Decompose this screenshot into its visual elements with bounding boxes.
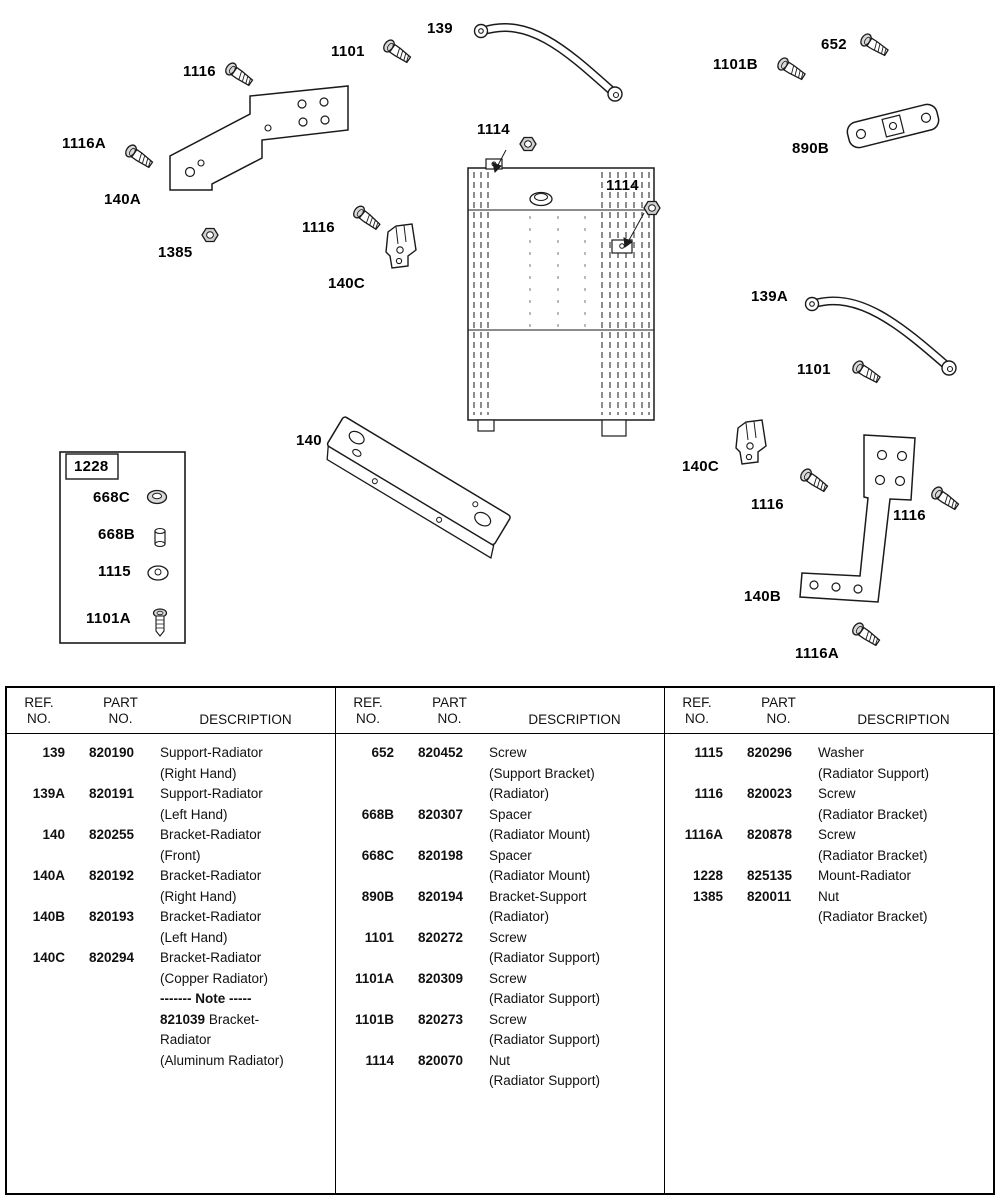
part-description (818, 887, 989, 928)
part-number: 820309 (418, 970, 464, 986)
part-ref: 1228 (692, 868, 723, 883)
column-header (665, 688, 993, 734)
part-ref: 1101B (354, 1011, 394, 1027)
part-description-line: (Radiator) (489, 909, 550, 924)
part-number: 820307 (418, 806, 464, 822)
callout-1228: 1228 (74, 458, 109, 475)
bracket-140-front (320, 416, 514, 558)
callout-140C: 140C (682, 458, 720, 475)
part-number: 820192 (89, 868, 135, 883)
part-ref: 1101 (364, 929, 394, 945)
part-description-line: Radiator (160, 1032, 212, 1047)
callout-1114: 1114 (477, 121, 510, 138)
callout-1101B: 1101B (713, 56, 758, 73)
part-description (160, 743, 331, 784)
screw-icon (859, 32, 890, 58)
part-number: 820070 (418, 1052, 464, 1068)
callout-1116: 1116 (893, 507, 926, 524)
part-description (160, 866, 331, 907)
part-description-line: (Radiator Support) (818, 765, 930, 781)
part-description (160, 825, 331, 866)
part-number: 820296 (747, 745, 793, 760)
part-entry-1116A (671, 825, 989, 866)
column-body (336, 734, 664, 1092)
part-number: 820452 (418, 745, 464, 760)
part-description-line: Screw (489, 1011, 527, 1027)
screw-icon (851, 359, 882, 385)
part-ref: 668C (361, 847, 394, 863)
part-description-line: Screw (818, 786, 856, 801)
header-part: PART NO. (761, 695, 796, 726)
part-number: 820023 (747, 786, 793, 801)
part-entry-652 (342, 743, 660, 805)
parts-table (5, 686, 995, 1195)
screw-icon (351, 204, 381, 232)
part-description-line: Bracket-Support (489, 888, 587, 904)
part-description (489, 743, 660, 805)
callout-139: 139 (427, 20, 453, 37)
part-description-line: (Radiator Support) (489, 991, 601, 1006)
nut-icon (520, 138, 536, 151)
callout-1116A: 1116A (795, 645, 840, 662)
part-ref: 1116 (694, 786, 723, 801)
part-ref: 140C (32, 950, 65, 965)
part-number: 820273 (418, 1011, 464, 1027)
part-description-line: Screw (489, 929, 527, 945)
part-number: 820878 (747, 827, 793, 842)
part-description (818, 866, 989, 887)
callout-1116: 1116 (183, 63, 216, 80)
parts-column (335, 688, 664, 1193)
callout-1114: 1114 (606, 177, 639, 194)
part-description (818, 784, 989, 825)
part-entry-1116 (671, 784, 989, 825)
part-ref: 652 (371, 745, 394, 760)
part-description (160, 784, 331, 825)
part-description-line: Spacer (489, 847, 532, 863)
part-description-line: Nut (489, 1052, 511, 1068)
callout-1116: 1116 (751, 496, 784, 513)
part-description (160, 948, 331, 1071)
part-description-line: (Aluminum Radiator) (160, 1052, 284, 1068)
radiator-illustration (468, 159, 654, 436)
callout-668B: 668B (98, 526, 136, 543)
part-description-line: (Radiator Bracket) (818, 806, 928, 822)
callout-1101: 1101 (331, 43, 365, 60)
header-description: DESCRIPTION (199, 712, 292, 727)
part-entry-139 (13, 743, 331, 784)
callout-139A: 139A (751, 288, 789, 305)
part-description-line: (Copper Radiator) (160, 970, 269, 986)
screw-icon (124, 143, 155, 170)
part-entry-1101A (342, 969, 660, 1010)
part-description-line: Support-Radiator (160, 786, 263, 801)
part-entry-140 (13, 825, 331, 866)
callout-1101A: 1101A (86, 610, 131, 627)
part-description-line: (Radiator Mount) (489, 827, 591, 842)
callout-140B: 140B (744, 588, 782, 605)
part-ref: 1116A (684, 827, 723, 842)
part-number: 820011 (747, 888, 792, 904)
part-description (489, 928, 660, 969)
callout-1385: 1385 (158, 244, 193, 261)
part-entry-1114 (342, 1051, 660, 1092)
part-ref: 140B (32, 909, 65, 924)
part-entry-1228 (671, 866, 989, 887)
part-description (489, 887, 660, 928)
part-description-line: Screw (489, 745, 527, 760)
part-entry-1115 (671, 743, 989, 784)
part-description-line: ------- Note ----- (160, 991, 252, 1006)
part-description-line: Bracket-Radiator (160, 950, 262, 965)
part-number: 820191 (89, 786, 135, 801)
callout-1116A: 1116A (62, 135, 107, 152)
part-description-line: Washer (818, 745, 865, 760)
part-entry-890B (342, 887, 660, 928)
part-description-line: Screw (818, 827, 856, 842)
part-description-line: (Front) (160, 847, 201, 863)
part-ref: 1101A (354, 970, 394, 986)
part-description-line: (Radiator Mount) (489, 868, 591, 883)
part-number: 820198 (418, 847, 464, 863)
part-description-line: 821039 Bracket- (160, 1011, 260, 1027)
part-number: 820294 (89, 950, 135, 965)
part-description-line: (Radiator Support) (489, 950, 601, 965)
header-description: DESCRIPTION (528, 712, 621, 727)
screw-icon (930, 485, 961, 512)
screw-icon (382, 38, 413, 65)
support-rod-139 (475, 25, 623, 102)
part-ref: 1114 (365, 1052, 394, 1068)
callout-668C: 668C (93, 489, 131, 506)
part-ref: 140A (32, 868, 65, 883)
washer-1115-icon (148, 566, 168, 580)
part-entry-668C (342, 846, 660, 887)
spacer-668b-icon (155, 529, 165, 547)
bracket-140a (170, 86, 348, 190)
part-entry-1101 (342, 928, 660, 969)
spacer-668c-icon (148, 491, 167, 504)
callout-890B: 890B (792, 140, 830, 157)
part-description (489, 1051, 660, 1092)
callout-1116: 1116 (302, 219, 335, 236)
column-header (7, 688, 335, 734)
part-number: 820255 (89, 827, 135, 842)
part-entry-140A (13, 866, 331, 907)
part-number: 820190 (89, 745, 135, 760)
part-number: 825135 (747, 868, 793, 883)
part-description-line: (Radiator Support) (489, 1073, 601, 1088)
part-description (818, 743, 989, 784)
screw-1101a-icon (154, 609, 167, 636)
part-description-line: (Left Hand) (160, 806, 228, 822)
header-ref: REF. NO. (682, 695, 712, 726)
callout-652: 652 (821, 36, 847, 53)
header-description: DESCRIPTION (857, 712, 950, 727)
part-description (160, 907, 331, 948)
part-description-line: (Left Hand) (160, 929, 228, 945)
nut-icon (644, 202, 660, 215)
part-description-line: Support-Radiator (160, 745, 263, 760)
part-description (489, 805, 660, 846)
part-description (489, 1010, 660, 1051)
part-ref: 668B (361, 806, 394, 822)
part-description-line: Bracket-Radiator (160, 827, 262, 842)
header-ref: REF. NO. (24, 695, 54, 726)
callout-140C: 140C (328, 275, 366, 292)
part-description-line: Bracket-Radiator (160, 909, 262, 924)
part-ref: 139A (32, 786, 65, 801)
part-ref: 139 (42, 745, 65, 760)
part-description-line: (Support Bracket) (489, 765, 595, 781)
column-body (7, 734, 335, 1071)
part-entry-140B (13, 907, 331, 948)
part-description-line: (Radiator Bracket) (818, 847, 928, 863)
part-description (489, 846, 660, 887)
part-entry-1385 (671, 887, 989, 928)
part-description-line: (Radiator) (489, 786, 550, 801)
bracket-140c (386, 224, 416, 268)
part-number: 820272 (418, 929, 464, 945)
screw-icon (224, 61, 255, 88)
screw-icon (799, 467, 830, 494)
part-description-line: Mount-Radiator (818, 868, 912, 883)
part-entry-668B (342, 805, 660, 846)
callout-140: 140 (296, 432, 322, 449)
part-entry-1101B (342, 1010, 660, 1051)
part-description-line: (Right Hand) (160, 765, 237, 781)
bracket-890b (845, 102, 941, 149)
part-number: 820194 (418, 888, 464, 904)
header-part: PART NO. (103, 695, 138, 726)
screw-icon (776, 56, 807, 82)
nut-icon (202, 229, 218, 242)
callout-1115: 1115 (98, 563, 131, 580)
column-header (336, 688, 664, 734)
part-description-line: Screw (489, 970, 527, 986)
part-description-line: Nut (818, 888, 840, 904)
part-description (489, 969, 660, 1010)
part-ref: 140 (42, 827, 65, 842)
bracket-140c (736, 420, 766, 464)
part-number: 820193 (89, 909, 135, 924)
part-description-line: (Radiator Bracket) (818, 909, 928, 924)
header-part: PART NO. (432, 695, 467, 726)
callout-1101: 1101 (797, 361, 831, 378)
screw-icon (851, 621, 882, 648)
header-ref: REF. NO. (353, 695, 383, 726)
part-entry-139A (13, 784, 331, 825)
part-description-line: Bracket-Radiator (160, 868, 262, 883)
part-description (818, 825, 989, 866)
parts-column (664, 688, 993, 1193)
part-ref: 1115 (694, 745, 723, 760)
part-ref: 1385 (692, 888, 723, 904)
callout-140A: 140A (104, 191, 142, 208)
column-body (665, 734, 993, 928)
part-ref: 890B (361, 888, 394, 904)
part-entry-140C (13, 948, 331, 1071)
parts-column (7, 688, 335, 1193)
part-description-line: (Radiator Support) (489, 1032, 601, 1047)
part-description-line: (Right Hand) (160, 888, 237, 904)
part-description-line: Spacer (489, 806, 532, 822)
